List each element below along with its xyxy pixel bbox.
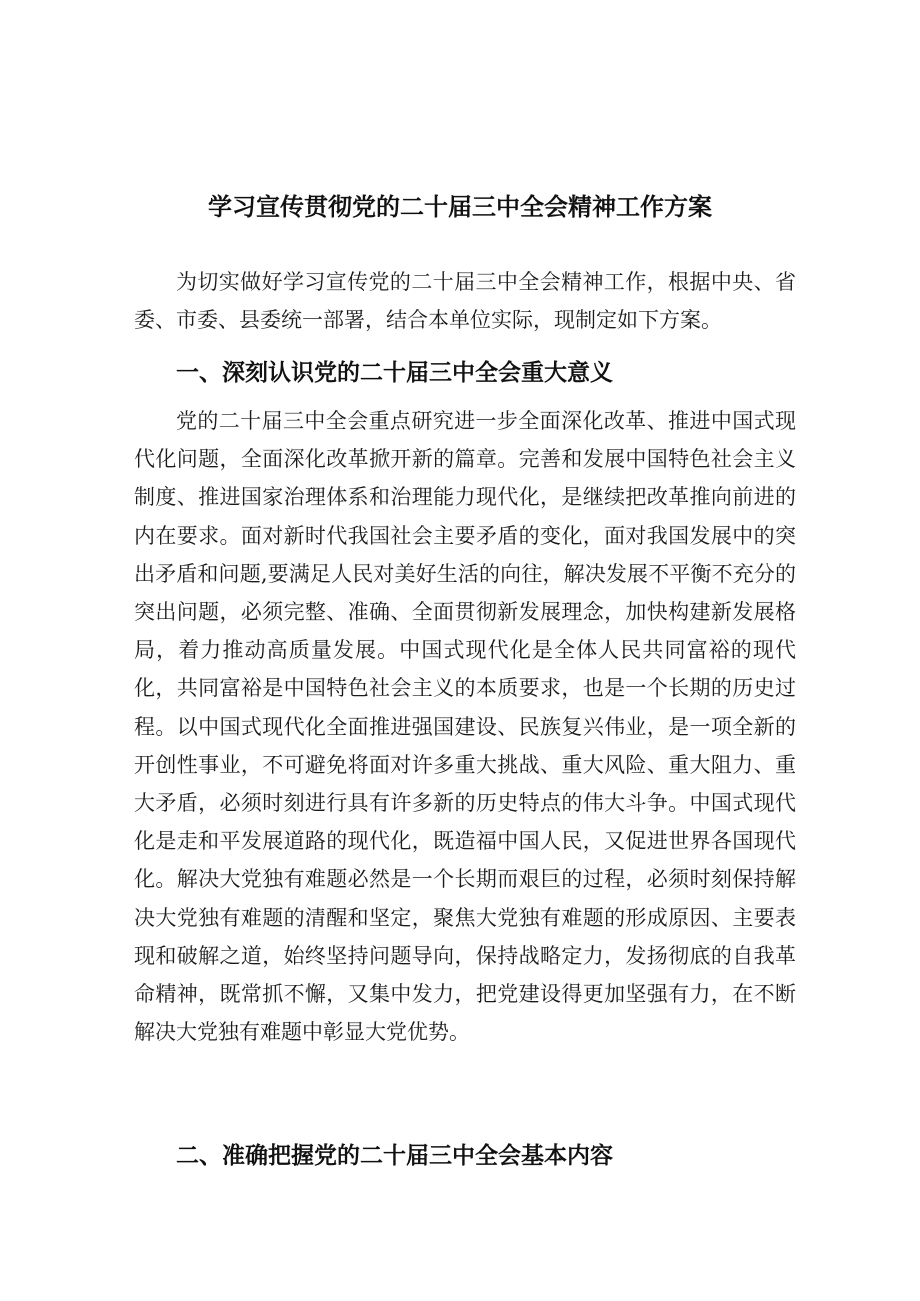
- section-1-paragraph: 党的二十届三中全会重点研究进一步全面深化改革、推进中国式现代化问题，全面深化改革掀开新的篇章。完善和发展中国特色社会主义制度、推进国家治理体系和治理能力现代化，是继续把改革推向前进的内在要求。面对新时代我国社会主要矛盾的变化，面对我国发展中的突出矛盾和问题,要满足人民对美好生活的向往，解决发展不平衡不充分的突出问题，必须完整、准确、全面贯彻新发展理念，加快构建新发展格局，着力推动高质量发展。中国式现代化是全体人民共同富裕的现代化，共同富裕是中国特色社会主义的本质要求，也是一个长期的历史过程。以中国式现代化全面推进强国建设、民族复兴伟业，是一项全新的开创性事业，不可避免将面对许多重大挑战、重大风险、重大阻力、重大矛盾，必须时刻进行具有许多新的历史特点的伟大斗争。中国式现代化是走和平发展道路的现代化，既造福中国人民，又促进世界各国现代化。解决大党独有难题必然是一个长期而艰巨的过程，必须时刻保持解决大党独有难题的清醒和坚定，聚焦大党独有难题的形成原因、主要表现和破解之道，始终坚持问题导向，保持战略定力，发扬彻底的自我革命精神，既常抓不懈，又集中发力，把党建设得更加坚强有力，在不断解决大党独有难题中彰显大党优势。: [134, 409, 796, 1045]
- section-1-heading: 一、深刻认识党的二十届三中全会重大意义: [176, 360, 613, 386]
- document-title: 学习宣传贯彻党的二十届三中全会精神工作方案: [208, 193, 712, 222]
- section-2-heading: 二、准确把握党的二十届三中全会基本内容: [176, 1143, 613, 1169]
- intro-paragraph: 为切实做好学习宣传党的二十届三中全会精神工作，根据中央、省委、市委、县委统一部署，结合本单位实际，现制定如下方案。: [134, 270, 796, 333]
